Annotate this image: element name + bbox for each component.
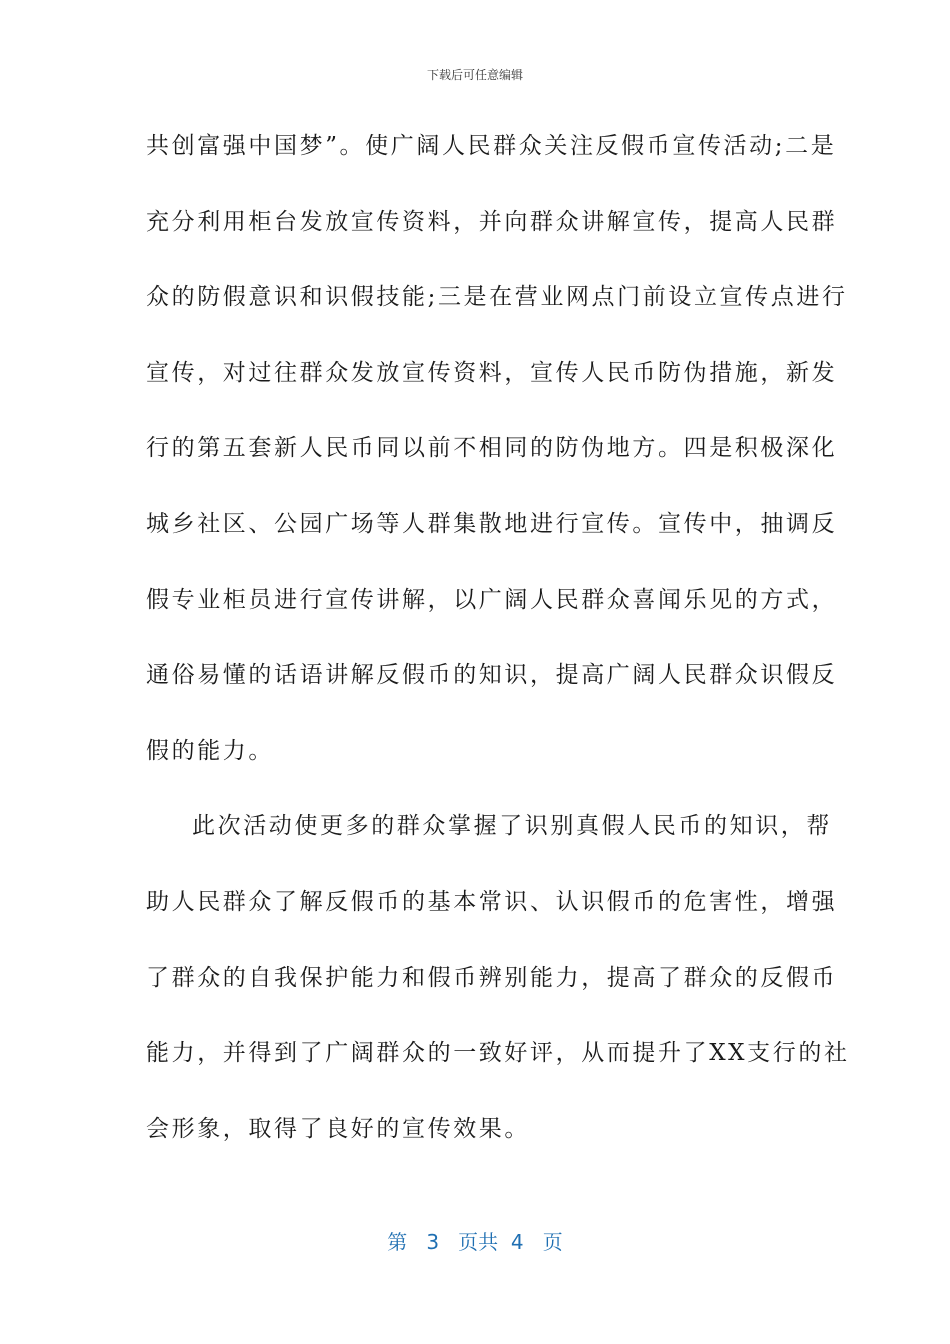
text-line: 助人民群众了解反假币的基本常识、认识假币的危害性，增强 <box>146 888 838 915</box>
page-label-suffix: 页 <box>542 1230 563 1254</box>
page-number-footer <box>0 1226 950 1255</box>
text-line: 了群众的自我保护能力和假币辨别能力，提高了群众的反假币 <box>146 964 838 991</box>
total-pages: 4 <box>510 1230 524 1254</box>
text-line: 会形象，取得了良好的宣传效果。 <box>146 1115 530 1142</box>
document-body <box>146 126 850 1184</box>
page-label-middle: 页共 <box>458 1230 499 1254</box>
text-line: 行的第五套新人民币同以前不相同的防伪地方。四是积极深化 <box>146 435 838 462</box>
text-line: 共创富强中国梦”。使广阔人民群众关注反假币宣传活动;二是 <box>146 133 837 159</box>
text-line: 城乡社区、公园广场等人群集散地进行宣传。宣传中，抽调反 <box>146 510 838 537</box>
text-line: 能力，并得到了广阔群众的一致好评，从而提升了XX支行的社 <box>146 1040 850 1067</box>
current-page: 3 <box>426 1230 440 1254</box>
text-line: 众的防假意识和识假技能;三是在营业网点门前设立宣传点进行 <box>146 284 848 311</box>
text-line: 假专业柜员进行宣传讲解，以广阔人民群众喜闻乐见的方式， <box>146 586 838 613</box>
page-label-prefix: 第 <box>387 1230 408 1254</box>
header-note: 下载后可任意编辑 <box>426 68 523 82</box>
text-line: 假的能力。 <box>146 737 274 764</box>
paragraph-first-line: 此次活动使更多的群众掌握了识别真假人民币的知识，帮 <box>192 813 832 840</box>
text-line: 充分利用柜台发放宣传资料，并向群众讲解宣传，提高人民群 <box>146 208 838 235</box>
text-line: 通俗易懂的话语讲解反假币的知识，提高广阔人民群众识假反 <box>146 662 838 689</box>
text-line: 宣传，对过往群众发放宣传资料，宣传人民币防伪措施，新发 <box>146 359 838 386</box>
